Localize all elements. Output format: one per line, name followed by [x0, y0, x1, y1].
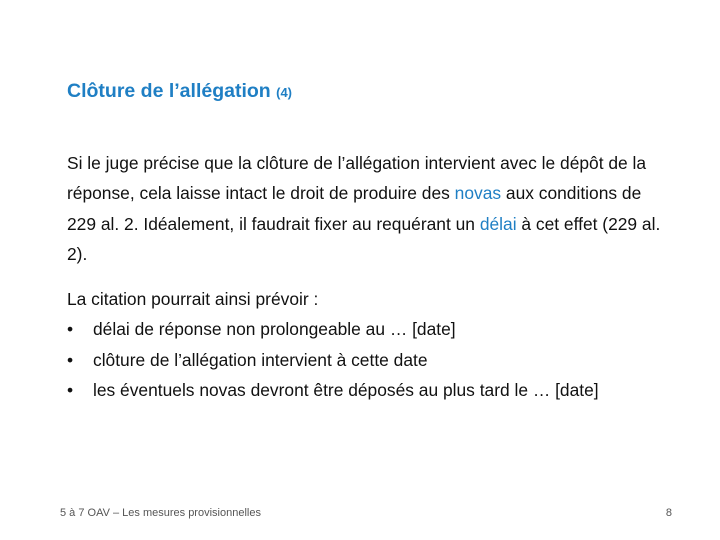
highlight-novas: novas: [454, 183, 502, 204]
highlight-delai: délai: [479, 213, 517, 234]
bullet-text: délai de réponse non prolongeable au … [date]: [93, 319, 456, 340]
bullet-dot-icon: •: [67, 379, 74, 400]
citation-intro: La citation pourrait ainsi prévoir :: [67, 289, 319, 309]
bullet-dot-icon: •: [67, 319, 74, 340]
paragraph-text-3: à cet effet (229 al. 2).: [67, 213, 661, 264]
body-paragraph: [67, 148, 667, 269]
slide-title: [67, 80, 292, 103]
citation-block: [67, 284, 667, 405]
paragraph-text-1: Si le juge précise que la clôture de l’allégation intervient avec le dépôt de la réponse, cela laisse intact le droit de produire des: [67, 153, 647, 204]
bullet-list: [67, 314, 667, 405]
footer-title: 5 à 7 OAV – Les mesures provisionnelles: [60, 507, 261, 519]
bullet-text: les éventuels novas devront être déposés au plus tard le … [date]: [93, 379, 599, 400]
paragraph-text-2: aux conditions de 229 al. 2. Idéalement, il faudrait fixer au requérant un: [67, 183, 642, 234]
slide-title-text: Clôture de l’allégation: [67, 80, 271, 102]
bullet-item: [67, 375, 667, 405]
bullet-item: [67, 314, 667, 344]
bullet-text: clôture de l’allégation intervient à cette date: [93, 349, 428, 370]
bullet-item: [67, 345, 667, 375]
bullet-dot-icon: •: [67, 349, 74, 370]
slide-title-suffix: (4): [276, 85, 293, 100]
page-number: 8: [665, 507, 672, 519]
